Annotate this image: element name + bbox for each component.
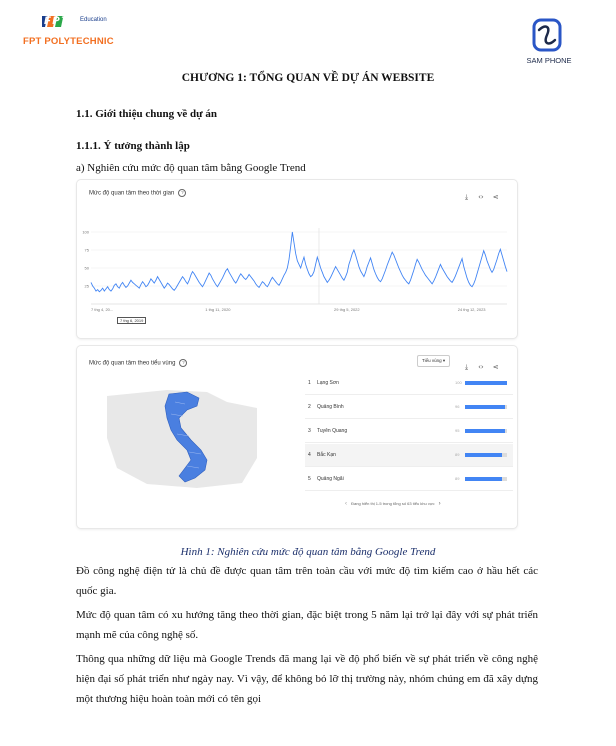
x-tick-label: 24 thg 12, 2023 [457,307,486,312]
region-row[interactable] [305,372,513,395]
y-tick-label: 50 [84,265,89,271]
region-name: Quảng Ngãi [317,476,344,482]
region-rank: 5 [308,476,311,482]
chapter-title: CHƯƠNG 1: TỔNG QUAN VỀ DỰ ÁN WEBSITE [181,72,435,84]
paragraph-1: Đồ công nghệ điện tử là chủ đề được quan tâm trên toàn cầu với mức độ tìm kiếm cao ở hầu hết các quốc gia. [76,565,538,597]
download-icon[interactable]: ⤓ [465,193,469,201]
embed-icon[interactable]: ‹› [478,363,484,371]
region-bar [465,429,505,433]
share-icon[interactable]: ⋖ [492,193,499,201]
x-tick-label: 7 thg 4, 20... [91,307,114,312]
sam-phone-label: SAM PHONE [526,56,572,65]
region-value: 100 [455,380,462,385]
trend-line-chart [77,180,517,338]
region-bar-track [465,429,507,433]
y-tick-label: 25 [84,283,89,289]
download-icon[interactable]: ⤓ [465,363,469,371]
region-bar [465,381,507,385]
subsection-a: a) Nghiên cứu mức độ quan tâm bằng Google Trend [76,162,306,174]
x-tick-label: 29 thg 5, 2022 [334,307,360,312]
paragraph-3: Thông qua những dữ liệu mà Google Trends đã mang lại về độ phổ biến về sự phát triển về công nghệ hiện đại số phát triển như ngày nay. Vì vậy, để không bỏ lỡ thị trường này, nhóm chúng em đã xây dựng một thương hiệu hoàn toàn mới có tên gọi [76,653,538,705]
region-dropdown[interactable] [417,355,450,367]
region-rank: 3 [308,428,311,434]
region-bar [465,477,502,481]
next-page-icon[interactable]: › [438,501,441,507]
region-value: 89 [455,476,460,481]
sam-phone-logo-icon [527,16,567,54]
region-value: 96 [455,404,460,409]
region-row[interactable] [305,396,513,419]
region-card-title: Mức độ quan tâm theo tiểu vùng [89,360,176,367]
region-rank: 4 [308,452,311,458]
trend-card-title: Mức độ quan tâm theo thời gian [89,190,175,197]
region-name: Tuyên Quang [317,428,348,434]
fpt-education: Education [80,17,107,23]
region-bar-track [465,405,507,409]
fpt-polytechnic: FPT POLYTECHNIC [23,36,114,47]
region-row[interactable] [305,468,513,491]
region-bar [465,405,505,409]
region-bar-track [465,381,507,385]
region-name: Quảng Bình [317,404,344,410]
embed-icon[interactable]: ‹› [478,193,484,201]
fpt-mark: FPT [44,15,70,27]
sam-phone-logo [527,16,567,54]
region-name: Bắc Kạn [317,452,336,458]
y-tick-label: 75 [84,247,89,253]
figure-caption: Hình 1: Nghiên cứu mức độ quan tâm bằng Google Trend [180,546,436,558]
trend-series-line [91,232,507,292]
help-icon[interactable]: ? [178,189,186,197]
vietnam-map [107,388,257,488]
region-name: Lạng Sơn [317,380,339,386]
chevron-down-icon: ▾ [442,358,446,363]
help-icon[interactable]: ? [179,359,187,367]
region-card [77,346,517,528]
trend-tooltip: 7 thg 6, 2019 [117,317,146,324]
prev-page-icon[interactable]: ‹ [345,501,347,507]
region-bar-track [465,477,507,481]
region-bar [465,453,502,457]
region-card-title-wrap [89,359,187,367]
region-bar-track [465,453,507,457]
paragraph-2: Mức độ quan tâm có xu hướng tăng theo thời gian, đặc biệt trong 5 năm lại trở lại đây với sự phát triển mạnh mẽ của công nghệ số. [76,609,538,641]
region-pagination [345,501,441,507]
share-icon[interactable]: ⋖ [492,363,499,371]
section-heading: 1.1. Giới thiệu chung về dự án [76,108,218,120]
region-dropdown-label: Tiểu vùng [422,358,442,363]
y-tick-label: 100 [82,229,89,235]
fpt-logo [22,10,152,50]
region-value: 95 [455,428,460,433]
region-rank: 1 [308,380,311,386]
region-value: 89 [455,452,460,457]
region-row[interactable] [305,420,513,443]
x-tick-label: 1 thg 11, 2020 [205,307,231,312]
trend-card [77,180,517,338]
region-row[interactable] [305,444,513,467]
pagination-text: Đang hiển thị 1-5 trong tổng số 63 tiểu khu vực [351,501,435,506]
subsection-heading: 1.1.1. Ý tưởng thành lập [76,140,190,152]
region-rank: 2 [308,404,311,410]
